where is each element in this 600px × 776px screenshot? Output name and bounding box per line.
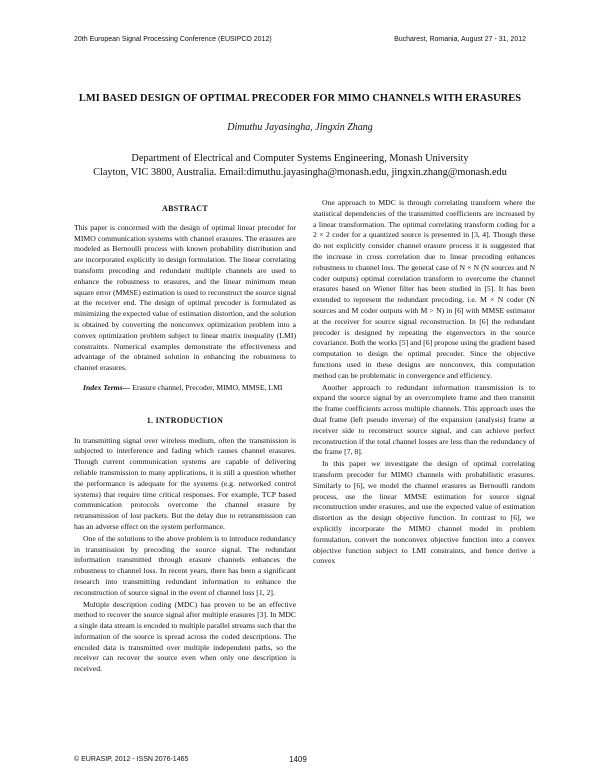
intro-paragraph-5: Another approach to redundant information transmission is to expand the source signal by an overcomplete frame and then transmit the frame coefficients across multiple channels. This approach uses the dual frame (left pseudo inverse) of the expansion (analysis) frame at receiver side to reconstruct source signal, and can achieve perfect reconstruction if the total channel losses are less than the redundancy of the frame [7, 8]. xyxy=(313,382,535,457)
copyright-footer: © EURASIP, 2012 - ISSN 2076-1465 xyxy=(74,756,189,763)
authors: Dimuthu Jayasingha, Jingxin Zhang xyxy=(227,122,373,133)
index-terms-text: Erasure channel, Precoder, MIMO, MMSE, LMI xyxy=(132,382,283,392)
intro-paragraph-1: In transmitting signal over wireless medium, often the transmission is subjected to interference and fading which causes channel erasures. Though current communication systems are capable of delivering reliable transmission to many applications, it is still a question whether the performance is adequate for the systems (e.g. networked control systems) that require time critical responses. For example, TCP based communication protocols overcome the channel erasure by retransmission of lost packets. But the delay due to retransmission can has an adverse effect on the system performance. xyxy=(74,435,296,531)
left-column xyxy=(74,198,296,675)
introduction-heading: 1. INTRODUCTION xyxy=(146,415,224,425)
index-terms xyxy=(74,383,296,394)
intro-paragraph-3: Multiple description coding (MDC) has proven to be an effective method to recover the source signal after multiple erasures [3]. In MDC a single data stream is encoded to multiple parallel streams such that the information of the source is spread across the coded descriptions. The encoded data is transmitted over multiple independent paths, so the receiver can recover the source even when only one description is received. xyxy=(74,599,297,674)
intro-paragraph-6: In this paper we investigate the design of optimal correlating transform precoder for MIMO channels with probabilistic erasures. Similarly to [6], we model the channel erasures as Bernoulli random process, use the linear MMSE estimation for source signal reconstruction under erasures, and use the expected value of estimation distortion as the design objective function. In contrast to [6], we explicitly incorporate the MIMO channel model in problem formulation, convert the nonconvex objective function into a convex objective function subject to LMI constraints, and hence derive a convex xyxy=(313,459,535,566)
intro-paragraph-4: One approach to MDC is through correlating transform where the statistical dependencies of the transmitted coefficients are increased by a linear transformation. The optimal correlating transform coding for a 2 × 2 coder for a quantized source is presented in [3, 4]. Though these do not explicitly consider channel erasure process it is suggested that the increase in cross correlation due to linear precoding enhances robustness to channel loss. The general case of N × N (N sources and N coder outputs) optimal correlation transform to overcome the channel erasures based on Wiener filter has been studied in [5]. It has been extended to represent the redundant precoding, i.e. M × N coder (N sources and M coder outputs with M > N) in [6] with MMSE estimator at the receiver for source signal reconstruction. In [6] the redundant precoder is designed by repeating the eigenvectors in the source covariance. Both the works [5] and [6] propose using the gradient based computation to design the optimal precoder. Since the objective functions used in these designs are nonconvex, this computation method can be problematic in convergence and efficiency. xyxy=(313,198,535,380)
location-date-header: Bucharest, Romania, August 27 - 31, 2012 xyxy=(394,36,526,43)
page-number: 1409 xyxy=(289,755,307,764)
index-terms-label: Index Terms— xyxy=(83,382,131,392)
intro-paragraph-2: One of the solutions to the above problem is to introduce redundancy in transmission by precoding the source signal. The redundant information transmitted through erasure channels enhances the robustness to channel loss. In recent years, there has been a significant research into transmitting redundant information to enhance the reconstruction of source signal in the event of channel loss [1, 2]. xyxy=(74,533,296,597)
abstract-text: This paper is concerned with the design of optimal linear precoder for MIMO communication systems with channel erasures. The erasures are modeled as Bernoulli process with known probability distribution and are incorporated explicitly in design formulation. The linear correlating transform precoding and redundant multiple channels are used to enhance the robustness to erasures, and the linear minimum mean square error (MMSE) estimation is used to reconstruct the source signal at the receiver end. The design of optimal precoder is formulated as minimizing the expected value of estimation distortion, and the solution is obtained by converting the nonconvex optimization problem into a convex optimization problem subject to linear matrix inequality (LMI) constraints. Numerical examples demonstrate the effectiveness and advantage of the obtained solution in enhancing the robustness to channel erasures. xyxy=(74,222,296,373)
abstract-heading: ABSTRACT xyxy=(162,204,208,213)
paper-title: LMI BASED DESIGN OF OPTIMAL PRECODER FOR MIMO CHANNELS WITH ERASURES xyxy=(78,93,522,104)
affiliation-line-2: Clayton, VIC 3800, Australia. Email:dimuthu.jayasingha@monash.edu, jingxin.zhang@monash.edu xyxy=(93,167,507,178)
affiliation-line-1: Department of Electrical and Computer Systems Engineering, Monash University xyxy=(131,153,469,164)
right-column xyxy=(313,198,535,567)
affiliation xyxy=(0,152,600,180)
conference-header: 20th European Signal Processing Conference (EUSIPCO 2012) xyxy=(74,36,272,43)
